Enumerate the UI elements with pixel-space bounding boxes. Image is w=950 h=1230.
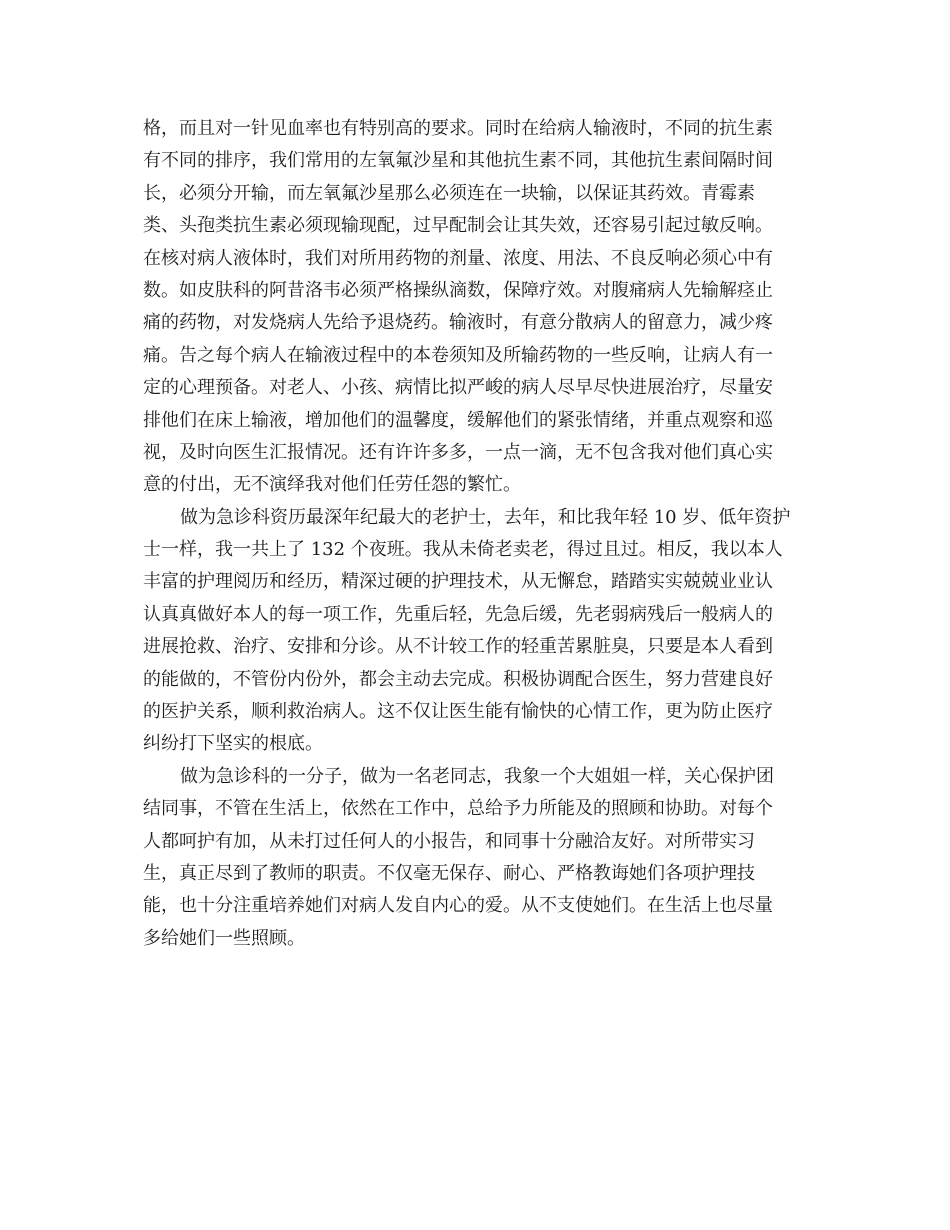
text-line: 排他们在床上输液，增加他们的温馨度，缓解他们的紧张情绪，并重点观察和巡 xyxy=(143,409,773,431)
text-line: 做为急诊科的一分子，做为一名老同志，我象一个大姐姐一样，关心保护团 xyxy=(180,765,774,787)
text-line: 的医护关系，顺利救治病人。这不仅让医生能有愉快的心情工作，更为防止医疗 xyxy=(143,701,773,723)
text-line: 进展抢救、治疗、安排和分诊。从不计较工作的轻重苦累脏臭，只要是本人看到 xyxy=(143,636,773,658)
text-line: 做为急诊科资历最深年纪最大的老护士，去年，和比我年轻 10 岁、低年资护 xyxy=(180,506,791,528)
text-line: 痛的药物，对发烧病人先给予退烧药。输液时，有意分散病人的留意力，减少疼 xyxy=(143,312,773,334)
text-line: 人都呵护有加，从未打过任何人的小报告，和同事十分融洽友好。对所带实习 xyxy=(143,830,755,852)
text-line: 定的心理预备。对老人、小孩、病情比拟严峻的病人尽早尽快进展治疗，尽量安 xyxy=(143,377,773,399)
body-text xyxy=(143,113,808,955)
text-line: 数。如皮肤科的阿昔洛韦必须严格操纵滴数，保障疗效。对腹痛病人先输解痉止 xyxy=(143,279,773,301)
text-line: 丰富的护理阅历和经历，精深过硬的护理技术，从无懈怠，踏踏实实兢兢业业认 xyxy=(143,571,773,593)
text-line: 有不同的排序，我们常用的左氧氟沙星和其他抗生素不同，其他抗生素间隔时间 xyxy=(143,150,773,172)
paragraph xyxy=(143,113,808,502)
text-line: 生，真正尽到了教师的职责。不仅毫无保存、耐心、严格教诲她们各项护理技 xyxy=(143,862,755,884)
text-line: 格，而且对一针见血率也有特别高的要求。同时在给病人输液时，不同的抗生素 xyxy=(143,118,773,139)
text-line: 在核对病人液体时，我们对所用药物的剂量、浓度、用法、不良反响必须心中有 xyxy=(143,247,773,269)
text-line: 多给她们一些照顾。 xyxy=(143,927,305,949)
text-line: 意的付出，无不演绎我对他们任劳任怨的繁忙。 xyxy=(143,474,521,496)
text-line: 纠纷打下坚实的根底。 xyxy=(143,733,323,755)
text-line: 视，及时向医生汇报情况。还有许许多多，一点一滴，无不包含我对他们真心实 xyxy=(143,441,773,463)
text-line: 能，也十分注重培养她们对病人发自内心的爱。从不支使她们。在生活上也尽量 xyxy=(143,895,773,917)
text-line: 类、头孢类抗生素必须现输现配，过早配制会让其失效，还容易引起过敏反响。 xyxy=(143,215,773,237)
text-line: 认真真做好本人的每一项工作，先重后轻，先急后缓，先老弱病残后一般病人的 xyxy=(143,603,773,625)
paragraph xyxy=(143,502,808,761)
text-line: 痛。告之每个病人在输液过程中的本卷须知及所输药物的一些反响，让病人有一 xyxy=(143,344,773,366)
text-line: 结同事，不管在生活上，依然在工作中，总给予力所能及的照顾和协助。对每个 xyxy=(143,798,773,820)
text-line: 长，必须分开输，而左氧氟沙星那么必须连在一块输，以保证其药效。青霉素 xyxy=(143,182,755,204)
paragraph xyxy=(143,761,808,955)
text-line: 的能做的，不管份内份外，都会主动去完成。积极协调配合医生，努力营建良好 xyxy=(143,668,773,690)
text-line: 士一样，我一共上了 132 个夜班。我从未倚老卖老，得过且过。相反，我以本人 xyxy=(143,539,783,561)
